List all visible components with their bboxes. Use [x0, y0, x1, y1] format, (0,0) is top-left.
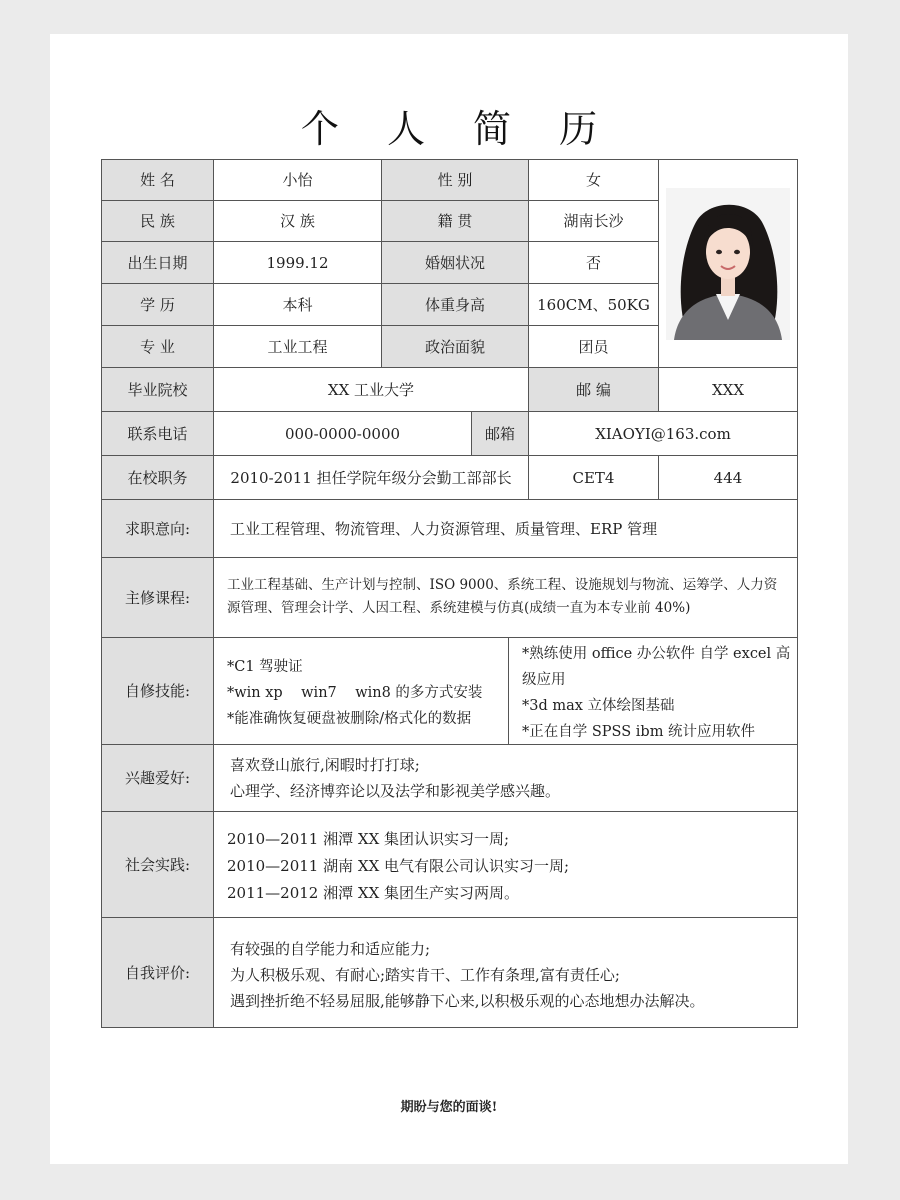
skill-item: *win xp win7 win8 的多方式安装 — [227, 685, 483, 701]
eval-value — [213, 917, 798, 1028]
phone-label: 联系电话 — [101, 411, 214, 456]
political-label: 政治面貌 — [381, 325, 529, 368]
skills-label: 自修技能: — [101, 637, 214, 745]
closing-note: 期盼与您的面谈! — [400, 1100, 498, 1115]
ethnic-value: 汉 族 — [213, 200, 382, 242]
name-value: 小怡 — [213, 159, 382, 201]
cet-label: CET4 — [528, 455, 659, 500]
birth-label: 出生日期 — [101, 241, 214, 284]
skills-right — [508, 637, 798, 745]
hobby-line: 喜欢登山旅行,闲暇时打打球; — [230, 756, 420, 774]
courses-value: 工业工程基础、生产计划与控制、ISO 9000、系统工程、设施规划与物流、运筹学、人力资源管理、管理会计学、人因工程、系统建模与仿真(成绩一直为本专业前 40%) — [213, 557, 798, 638]
intent-label: 求职意向: — [101, 499, 214, 558]
practice-label: 社会实践: — [101, 811, 214, 918]
phone-value: 000-0000-0000 — [213, 411, 472, 456]
native-label: 籍 贯 — [381, 200, 529, 242]
courses-label: 主修课程: — [101, 557, 214, 638]
skill-item: *熟练使用 office 办公软件 自学 excel 高级应用 — [522, 646, 791, 688]
marital-value: 否 — [528, 241, 659, 284]
body-value: 160CM、50KG — [528, 283, 659, 326]
hobby-label: 兴趣爱好: — [101, 744, 214, 812]
body-label: 体重身高 — [381, 283, 529, 326]
hobby-value — [213, 744, 798, 812]
avatar — [666, 188, 790, 340]
school-value: XX 工业大学 — [213, 367, 529, 412]
email-value: XIAOYI@163.com — [528, 411, 798, 456]
page-title: 个 人 简 历 — [300, 107, 616, 151]
political-value: 团员 — [528, 325, 659, 368]
practice-line: 2010—2011 湖南 XX 电气有限公司认识实习一周; — [227, 857, 570, 875]
skill-item: *3d max 立体绘图基础 — [522, 698, 675, 714]
skills-left — [213, 637, 509, 745]
native-value: 湖南长沙 — [528, 200, 659, 242]
skill-item: *正在自学 SPSS ibm 统计应用软件 — [522, 724, 756, 740]
duty-label: 在校职务 — [101, 455, 214, 500]
education-label: 学 历 — [101, 283, 214, 326]
intent-value: 工业工程管理、物流管理、人力资源管理、质量管理、ERP 管理 — [213, 499, 798, 558]
hobby-line: 心理学、经济博弈论以及法学和影视美学感兴趣。 — [230, 782, 561, 800]
postcode-value: XXX — [658, 367, 798, 412]
email-label: 邮箱 — [471, 411, 529, 456]
practice-line: 2010—2011 湘潭 XX 集团认识实习一周; — [227, 830, 510, 848]
practice-value — [213, 811, 798, 918]
birth-value: 1999.12 — [213, 241, 382, 284]
duty-value: 2010-2011 担任学院年级分会勤工部部长 — [213, 455, 529, 500]
resume-page — [50, 34, 848, 1164]
name-label: 姓 名 — [101, 159, 214, 201]
gender-label: 性 别 — [381, 159, 529, 201]
eval-label: 自我评价: — [101, 917, 214, 1028]
major-value: 工业工程 — [213, 325, 382, 368]
major-label: 专 业 — [101, 325, 214, 368]
photo-cell — [658, 159, 798, 368]
postcode-label: 邮 编 — [528, 367, 659, 412]
skill-item: *C1 驾驶证 — [227, 659, 303, 675]
gender-value: 女 — [528, 159, 659, 201]
education-value: 本科 — [213, 283, 382, 326]
school-label: 毕业院校 — [101, 367, 214, 412]
eval-line: 有较强的自学能力和适应能力; — [230, 940, 431, 958]
skill-item: *能准确恢复硬盘被删除/格式化的数据 — [227, 711, 472, 727]
cet-value: 444 — [658, 455, 798, 500]
eval-line: 遇到挫折绝不轻易屈服,能够静下心来,以积极乐观的心态地想办法解决。 — [230, 992, 705, 1010]
eval-line: 为人积极乐观、有耐心;踏实肯干、工作有条理,富有责任心; — [230, 966, 620, 984]
practice-line: 2011—2012 湘潭 XX 集团生产实习两周。 — [227, 884, 520, 902]
ethnic-label: 民 族 — [101, 200, 214, 242]
marital-label: 婚姻状况 — [381, 241, 529, 284]
